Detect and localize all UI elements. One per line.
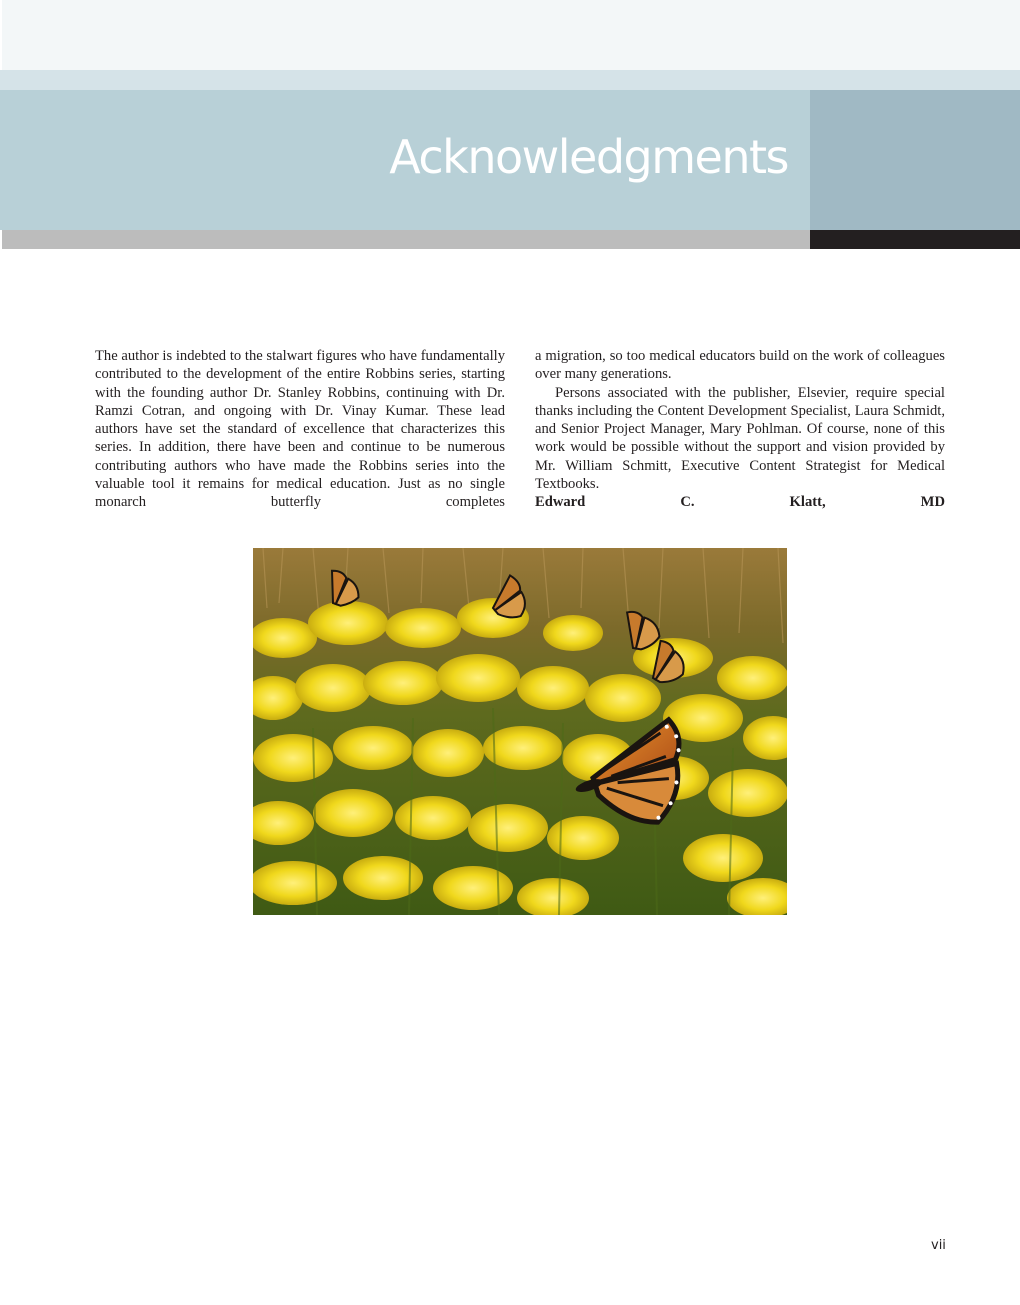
top-band (2, 0, 1020, 70)
body-paragraph: The author is indebted to the stalwart figures who have fundamentally contributed to the development of the entire Robbins series, starting with the founding author Dr. Stanley Robbins, continuing with Dr. Ramzi Cotran, and ongoing with Dr. Vinay Kumar. These lead authors have set the standard of excellence that characterizes this series. In addition, there have been and continue to be numerous contributing authors who have made the Robbins series into the valuable tool it remains for medical education. Just as no single monarch butterfly completes (95, 348, 505, 511)
page-number: vii (931, 1238, 946, 1253)
header-thin-band (0, 70, 1020, 90)
header-rule-dark (810, 230, 1020, 249)
header-rule-grey (2, 230, 810, 249)
butterfly-photo-illustration (253, 548, 787, 915)
page-title: Acknowledgments (389, 130, 788, 184)
header-side-block (810, 90, 1020, 230)
butterfly-photo (253, 548, 787, 915)
header-banner (0, 90, 810, 230)
body-paragraph: a migration, so too medical educators build on the work of colleagues over many generations. (535, 348, 945, 383)
right-column (535, 347, 945, 512)
author-signature: Edward C. Klatt, MD (535, 494, 945, 511)
body-paragraph: Persons associated with the publisher, Elsevier, require special thanks including the Content Development Specialist, Laura Schmidt, and Senior Project Manager, Mary Pohlman. Of course, none of this work would be possible without the support and vision provided by Mr. William Schmitt, Executive Content Strategist for Medical Textbooks. (535, 384, 945, 493)
left-column (95, 347, 505, 512)
